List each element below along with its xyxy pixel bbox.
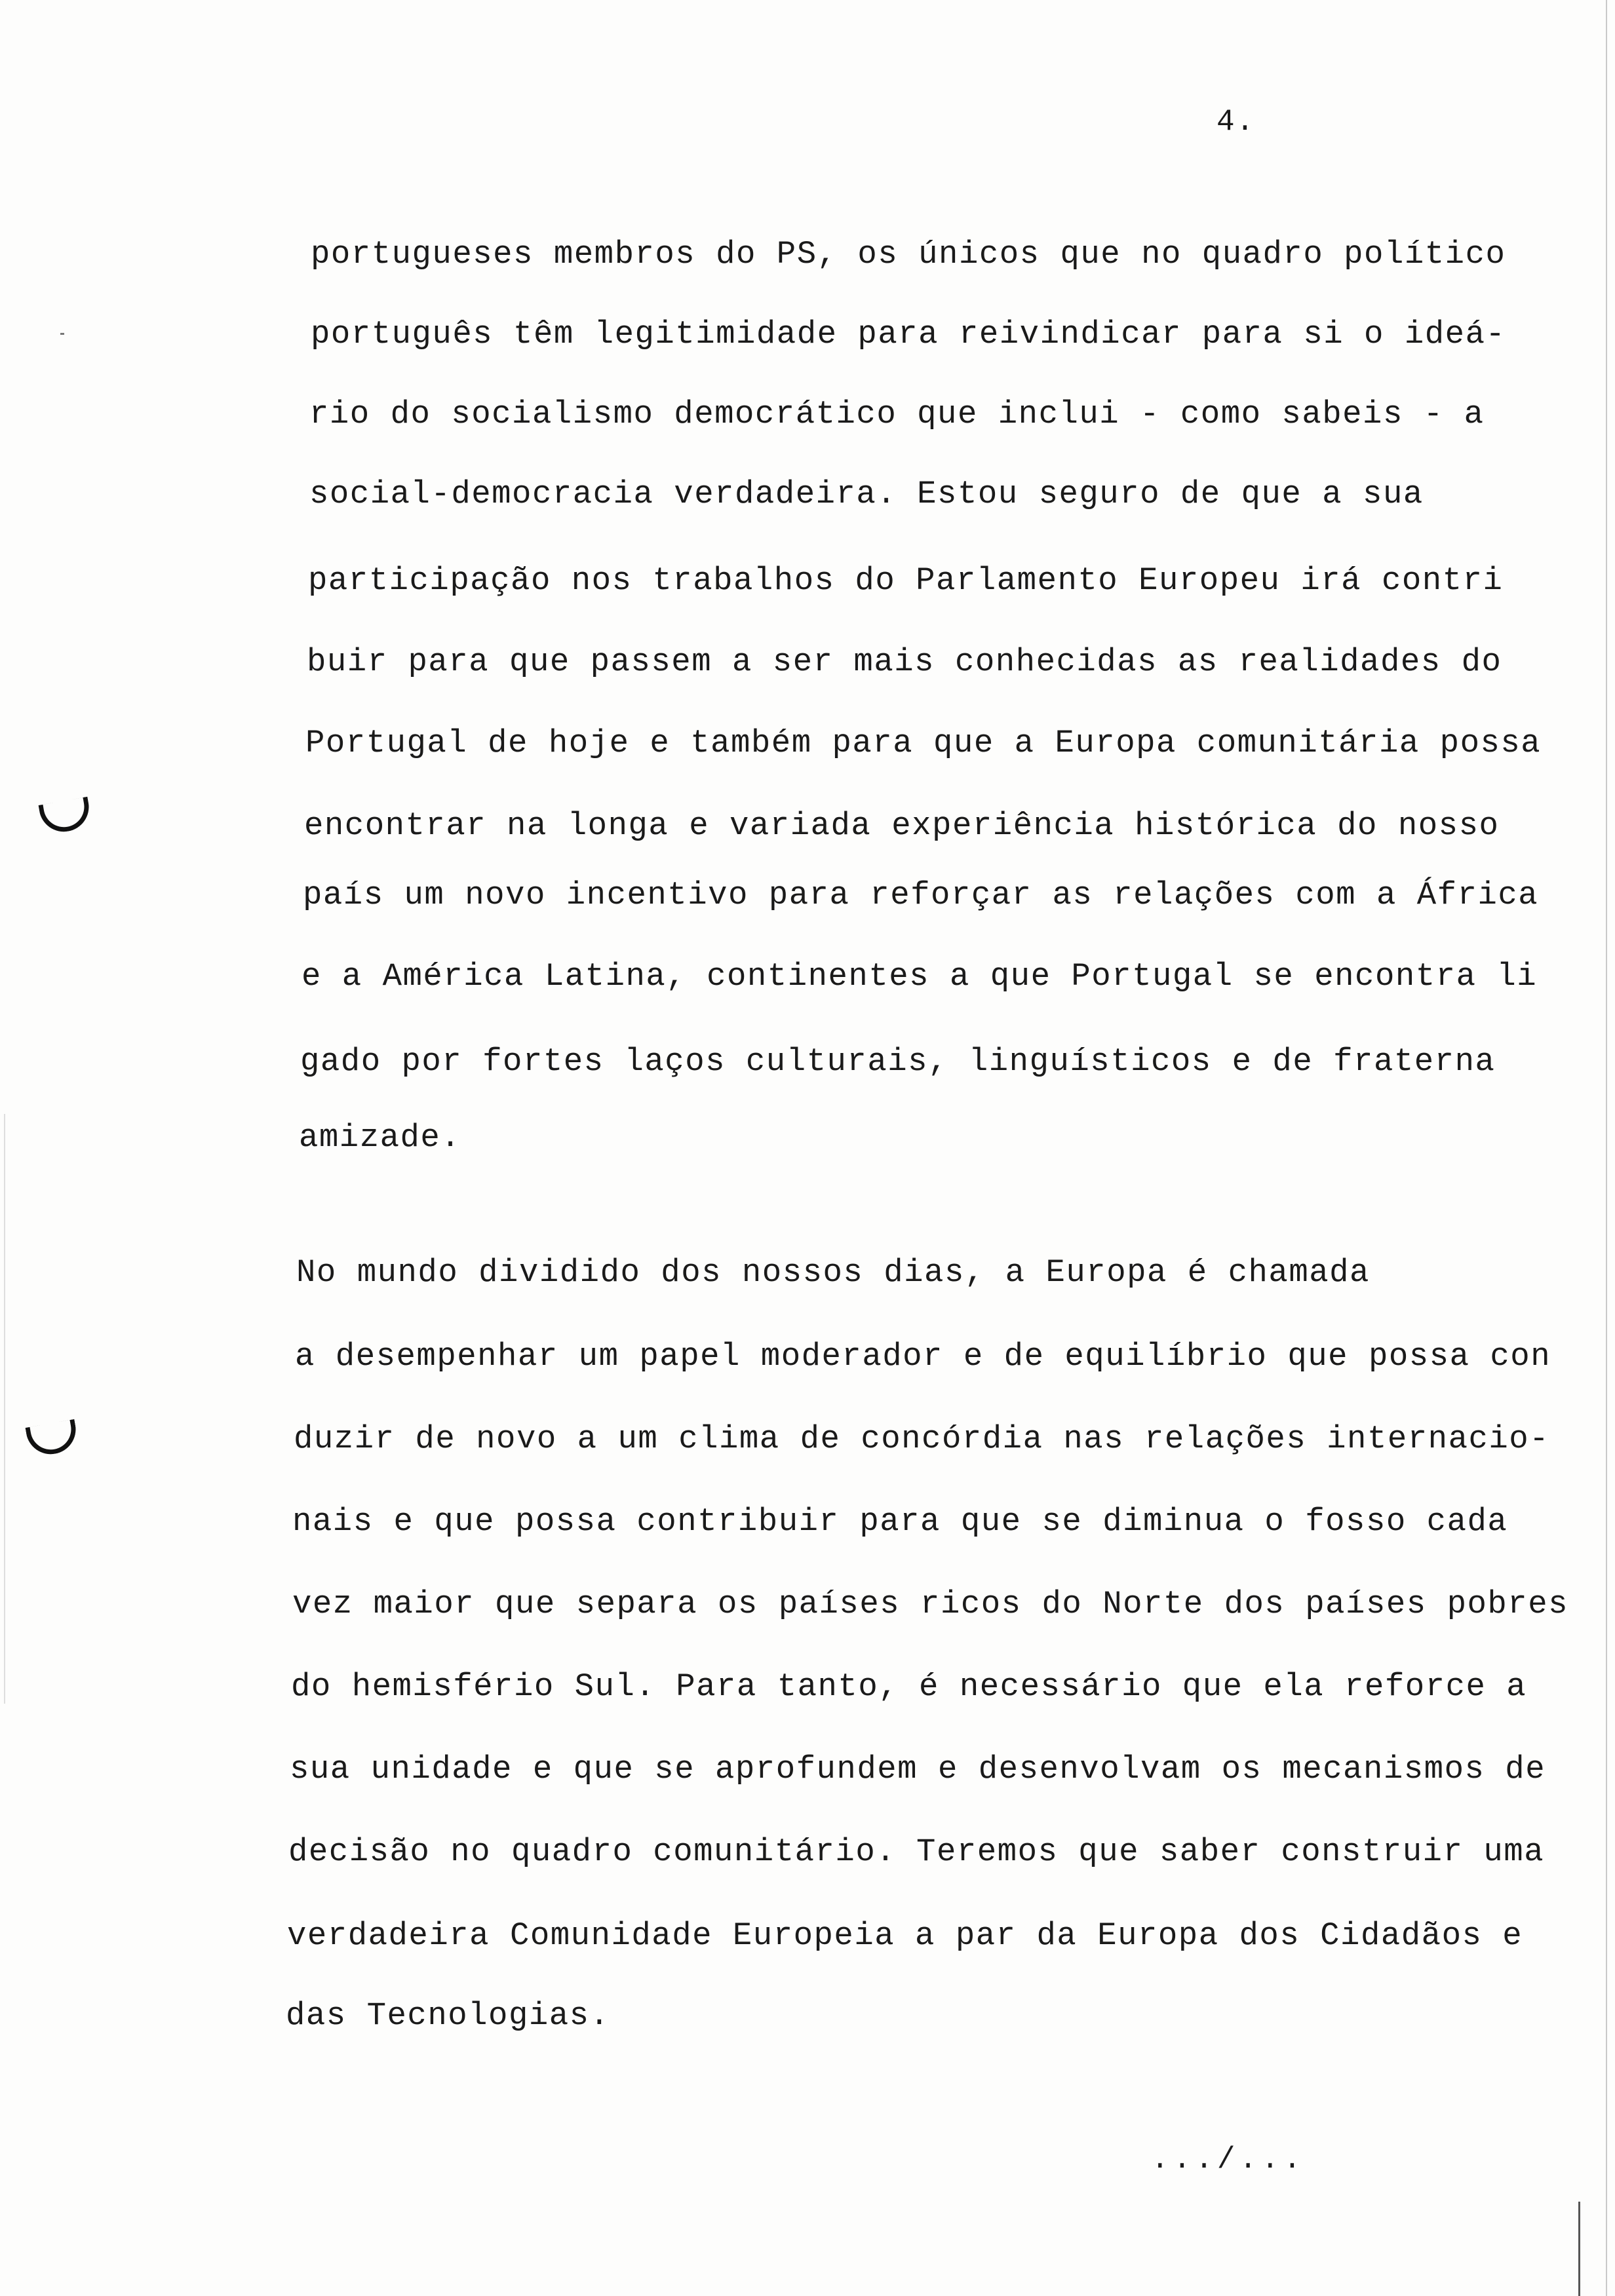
text-line: das Tecnologias. <box>286 1997 610 2034</box>
text-line: Portugal de hoje e também para que a Europa comunitária possa <box>305 725 1542 761</box>
text-line: duzir de novo a um clima de concórdia nas relações internacio- <box>294 1421 1550 1457</box>
text-line: amizade. <box>299 1119 461 1156</box>
text-line: gado por fortes laços culturais, linguísticos e de fraterna <box>300 1043 1496 1080</box>
text-line: encontrar na longa e variada experiência histórica do nosso <box>304 807 1500 844</box>
text-line: participação nos trabalhos do Parlamento Europeu irá contri <box>308 562 1504 599</box>
text-line: sua unidade e que se aprofundem e desenvolvam os mecanismos de <box>290 1751 1546 1788</box>
text-line: buir para que passem a ser mais conhecidas as realidades do <box>307 643 1502 680</box>
page-edge-line <box>1606 0 1607 2296</box>
page-number: 4. <box>1216 105 1256 139</box>
text-line: do hemisfério Sul. Para tanto, é necessário que ela reforce a <box>291 1668 1527 1705</box>
text-line: verdadeira Comunidade Europeia a par da Europa dos Cidadãos e <box>287 1917 1523 1954</box>
binding-mark <box>38 797 92 835</box>
text-line: portugueses membros do PS, os únicos que no quadro político <box>311 236 1506 273</box>
text-line: social-democracia verdadeira. Estou seguro de que a sua <box>309 476 1424 512</box>
text-line: No mundo dividido dos nossos dias, a Europa é chamada <box>296 1254 1370 1291</box>
scan-speck <box>60 333 64 335</box>
text-line: país um novo incentivo para reforçar as relações com a África <box>303 877 1539 913</box>
text-line: nais e que possa contribuir para que se diminua o fosso cada <box>292 1503 1508 1540</box>
continuation-mark: .../... <box>1151 2143 1306 2177</box>
text-line: rio do socialismo democrático que inclui - como sabeis - a <box>309 396 1485 432</box>
page-edge-shadow <box>4 1114 5 1704</box>
text-line: vez maior que separa os países ricos do Norte dos países pobres <box>292 1586 1569 1622</box>
text-line: português têm legitimidade para reivindicar para si o ideá- <box>311 316 1506 353</box>
text-line: decisão no quadro comunitário. Teremos que saber construir uma <box>288 1833 1545 1870</box>
text-line: e a América Latina, continentes a que Portugal se encontra li <box>302 958 1538 995</box>
page-edge-mark <box>1578 2202 1580 2296</box>
binding-mark <box>25 1419 79 1458</box>
text-line: a desempenhar um papel moderador e de equilíbrio que possa con <box>295 1338 1551 1375</box>
